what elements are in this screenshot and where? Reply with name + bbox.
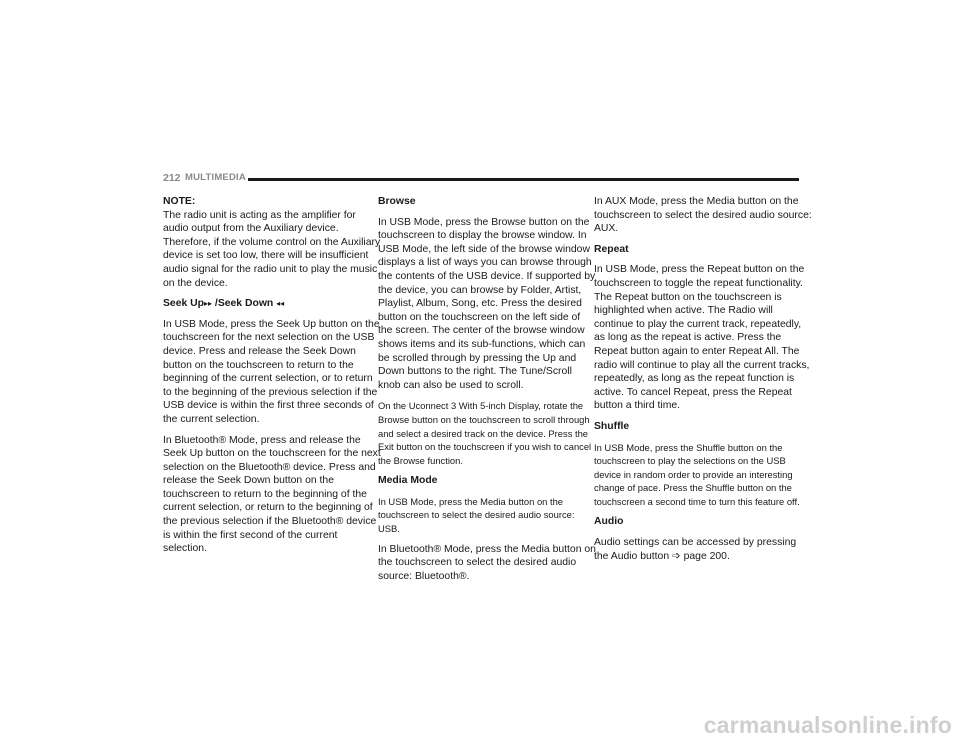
section-title: MULTIMEDIA <box>185 172 246 183</box>
column-1 <box>163 195 381 563</box>
seek-up-label: Seek Up <box>163 298 205 310</box>
media-mode-heading: Media Mode <box>378 475 438 487</box>
seek-up-icon: ▸▸ <box>204 299 213 309</box>
watermark: carmanualsonline.info <box>703 712 952 738</box>
seek-heading <box>163 297 381 311</box>
seek-down-label: /Seek Down <box>212 298 277 310</box>
page-header <box>163 172 799 186</box>
note-text: The radio unit is acting as the amplifier for audio output from the Auxiliary device. Therefore, if the volume control on the Auxiliary device is set too low, there will be insufficient audio signal for the radio unit to play the music on the device. <box>163 209 381 289</box>
audio-heading: Audio <box>594 516 624 528</box>
page-reference-icon: ➩ <box>672 550 681 562</box>
repeat-paragraph: In USB Mode, press the Repeat button on the touchscreen to toggle the repeat functionality. The Repeat button on the touchscreen is highlighted when active. The Radio will continue to play the current track, repeatedly, as long as the repeat is active. Press the Repeat button again to enter Repeat All. The radio will continue to play all the current tracks, repeatedly, as long as the repeat function is active. To cancel Repeat, press the Repeat button a third time. <box>594 264 810 412</box>
media-usb-paragraph: In USB Mode, press the Media button on the touchscreen to select the desired audio source: USB. <box>378 495 575 535</box>
shuffle-paragraph: In USB Mode, press the Shuffle button on the touchscreen to play the selections on the USB device in random order to provide an interesting change of pace. Press the Shuffle button on the touchscreen a second time to turn this feature off. <box>594 441 800 507</box>
column-2 <box>378 195 596 590</box>
seek-down-icon: ◂◂ <box>276 299 285 309</box>
seek-bluetooth-paragraph: In Bluetooth® Mode, press and release the Seek Up button on the touchscreen for the next selection on the Bluetooth® device. Press and release the Seek Down button on the touchscreen to return to the beginning of the current selection, or return to the beginning of the previous selection if the Bluetooth® device is within the first second of the current selection. <box>163 434 381 555</box>
repeat-heading: Repeat <box>594 243 629 255</box>
browse-paragraph: In USB Mode, press the Browse button on the touchscreen to display the browse window. In USB Mode, the left side of the browse window displays a list of ways you can browse through the contents of the USB device. If supported by the device, you can browse by Folder, Artist, Playlist, Album, Song, etc. Press the desired button on the touchscreen on the left side of the screen. The center of the browse window shows items and its sub-functions, which can be scrolled through by pressing the Up and Down buttons to the right. The Tune/Scroll knob can also be used to scroll. <box>378 216 596 391</box>
seek-usb-paragraph: In USB Mode, press the Seek Up button on the touchscreen for the next selection on the USB device. Press and release the Seek Down button on the touchscreen to return to the beginning of the current selection, or to return to the beginning of the previous selection if the USB device is within the first three seconds of the current selection. <box>163 318 380 425</box>
note-label: NOTE: <box>163 196 196 207</box>
browse-uconnect-paragraph: On the Uconnect 3 With 5-inch Display, rotate the Browse button on the touchscreen to scroll through and select a desired track on the device. Press the Exit button on the touchscreen if you wish to cancel the Browse function. <box>378 400 592 466</box>
media-aux-paragraph: In AUX Mode, press the Media button on the touchscreen to select the desired audio source: AUX. <box>594 196 812 235</box>
media-bluetooth-paragraph: In Bluetooth® Mode, press the Media button on the touchscreen to select the desired audio source: Bluetooth®. <box>378 543 596 582</box>
shuffle-heading: Shuffle <box>594 420 630 432</box>
page-number: 212 <box>163 172 181 184</box>
browse-heading: Browse <box>378 196 416 207</box>
column-3 <box>594 195 812 570</box>
audio-paragraph <box>594 536 812 563</box>
note-block <box>163 195 381 290</box>
audio-text: Audio settings can be accessed by pressing the Audio button <box>594 537 797 562</box>
header-rule <box>248 178 799 181</box>
page-reference-link[interactable]: page 200. <box>680 550 730 562</box>
